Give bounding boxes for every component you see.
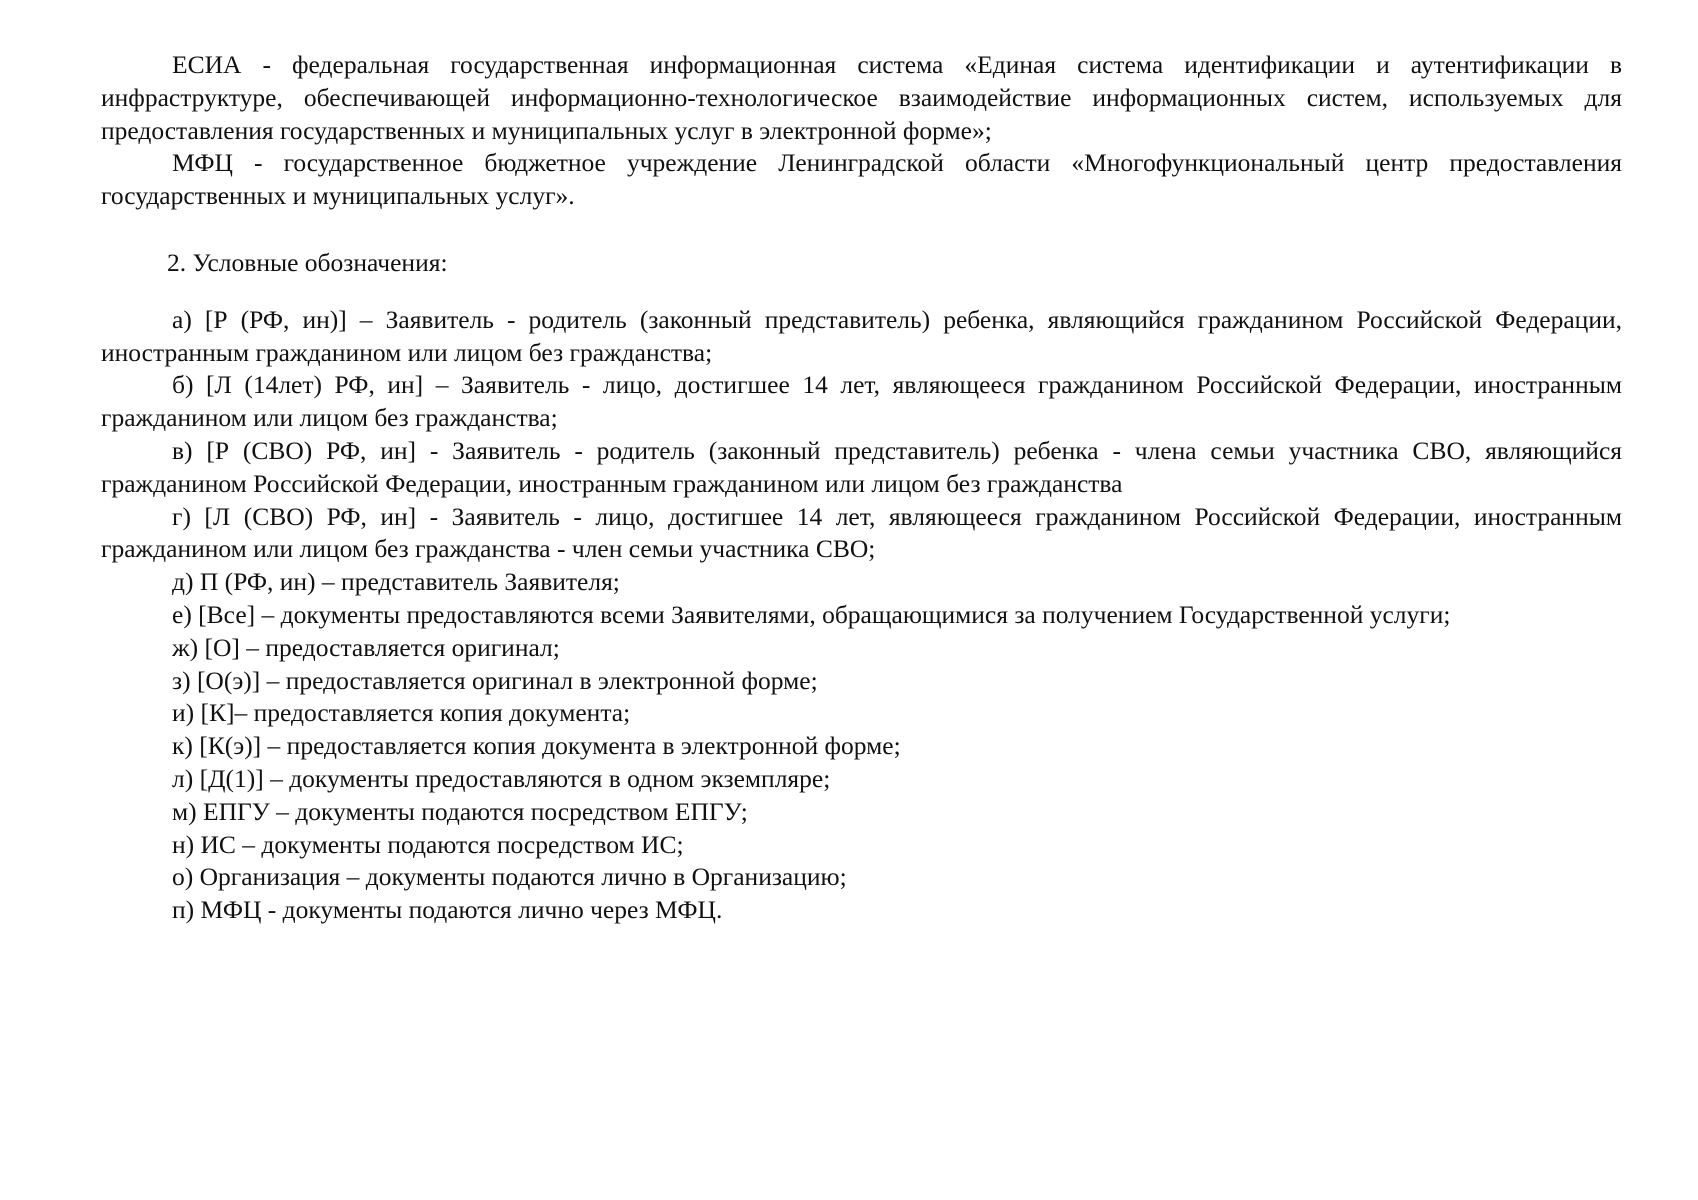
legend-item-o: о) Организация – документы подаются лично в Организацию;: [172, 862, 847, 892]
legend-item-e: е) [Все] – документы предоставляются всеми Заявителями, обращающимися за получением Государственной услуги;: [172, 599, 1451, 629]
legend-item-v: в) [Р (СВО) РФ, ин] - Заявитель - родитель (законный представитель) ребенка - члена семьи участника СВО, являющийся гражданином Российской Федерации, иностранным гражданином или лицом без гражданства: [101, 435, 1622, 498]
document-page: [101, 49, 1622, 927]
definition-esia: ЕСИА - федеральная государственная информационная система «Единая система идентификации и аутентификации в инфраструктуре, обеспечивающей информационно-технологическое взаимодействие информационных систем, используемых для предоставления государственных и муниципальных услуг в электронной форме»;: [101, 50, 1622, 145]
legend-item-b: б) [Л (14лет) РФ, ин] – Заявитель - лицо, достигшее 14 лет, являющееся гражданином Российской Федерации, иностранным гражданином или лицом без гражданства;: [101, 370, 1622, 433]
legend-item-p: п) МФЦ - документы подаются лично через МФЦ.: [172, 895, 723, 925]
legend-item-z: з) [О(э)] – предоставляется оригинал в электронной форме;: [172, 665, 818, 695]
legend-item-i: и) [К]– предоставляется копия документа;: [172, 698, 631, 728]
legend-item-k: к) [К(э)] – предоставляется копия документа в электронной форме;: [172, 731, 901, 761]
spacer: [101, 213, 1622, 247]
legend-item-n: н) ИС – документы подаются посредством ИС;: [172, 829, 684, 859]
legend-item-l: л) [Д(1)] – документы предоставляются в одном экземпляре;: [172, 763, 831, 793]
legend-item-zh: ж) [О] – предоставляется оригинал;: [172, 632, 560, 662]
legend-item-g: г) [Л (СВО) РФ, ин] - Заявитель - лицо, достигшее 14 лет, являющееся гражданином Российской Федерации, иностранным гражданином или лицом без гражданства - член семьи участника СВО;: [101, 501, 1622, 564]
legend-item-m: м) ЕПГУ – документы подаются посредством ЕПГУ;: [172, 796, 748, 826]
spacer: [101, 280, 1622, 304]
section-heading: 2. Условные обозначения:: [167, 247, 448, 277]
legend-item-a: а) [Р (РФ, ин)] – Заявитель - родитель (законный представитель) ребенка, являющийся гражданином Российской Федерации, иностранным гражданином или лицом без гражданства;: [101, 304, 1622, 367]
definition-mfc: МФЦ - государственное бюджетное учреждение Ленинградской области «Многофункциональный центр предоставления государственных и муниципальных услуг».: [101, 148, 1622, 211]
legend-item-d: д) П (РФ, ин) – представитель Заявителя;: [172, 567, 620, 597]
